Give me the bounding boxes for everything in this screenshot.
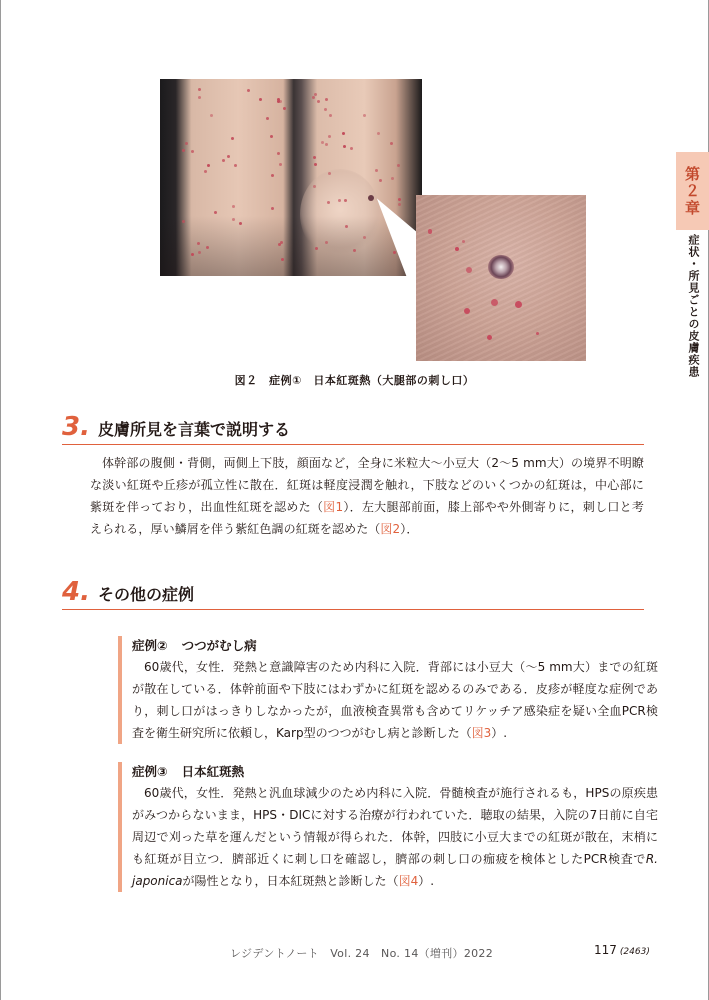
paragraph-text: 60歳代，女性．発熱と汎血球減少のため内科に入院．骨髄検査が施行されるも，HPSの原疾患がみつからないまま，HPS・DICに対する治療が行われていた．聴取の結果，入院の7日前に自宅周辺で刈った草を運んだという情報が得られた．体幹，四肢に小豆大までの紅斑が散在，末梢にも紅斑が目立つ．臍部近くに刺し口を確認し，臍部の刺し口の痂疲を検体としたPCR検査で xyxy=(132,786,658,866)
figure-photo-closeup xyxy=(416,195,586,361)
section-4 xyxy=(62,579,644,610)
chapter-title: 症状・所見ごとの皮膚疾患 xyxy=(687,234,700,378)
paragraph-text: 60歳代，女性．発熱と意識障害のため内科に入院．背部には小豆大（〜5 mm大）までの紅斑が散在している．体幹前面や下肢にはわずかに紅斑を認めるのみである．皮疹が軽度な症例であり，刺し口がはっきりしなかったが，血液検査異常も含めてリケッチア感染症を疑い全血PCR検査を衛生研究所に依頼し，Karp型のつつがむし病と診断した（ xyxy=(132,660,658,740)
case-2-text xyxy=(132,656,658,744)
case-2-name: つつがむし病 xyxy=(181,638,257,653)
figure-2-reference[interactable]: 図2 xyxy=(380,522,401,536)
erythema-spot xyxy=(462,240,465,243)
paragraph-text: ）. xyxy=(491,726,508,740)
case-3-text xyxy=(132,782,658,892)
erythema-spot xyxy=(464,308,470,314)
case-3-heading xyxy=(132,762,658,782)
section-4-heading xyxy=(62,579,644,610)
chapter-label: 第２章 xyxy=(683,165,701,217)
figure-4-reference[interactable]: 図4 xyxy=(398,874,419,888)
paragraph-text: ）． xyxy=(400,522,419,536)
paragraph-text: ）．左大腿部前面，膝上部やや外側寄りに，刺し口と考えられる，厚い鱗屑を伴う紫紅色調の紅斑を認めた（ xyxy=(90,500,644,536)
paragraph-text: 体幹部の腹側・背側，両側上下肢，顔面など，全身に米粒大〜小豆大（2〜5 mm大）の境界不明瞭な淡い紅斑や丘疹が孤立性に散在．紅斑は軽度浸潤を触れ，下肢などのいくつかの紅斑は，中心部に紫斑を伴っており，出血性紅斑を認めた（ xyxy=(90,456,644,514)
chapter-tab[interactable] xyxy=(676,152,709,230)
bite-lesion xyxy=(488,255,514,279)
case-2-block xyxy=(118,636,658,744)
section-3-number: 3. xyxy=(62,412,90,442)
total-page-number: (2463) xyxy=(619,947,650,957)
paragraph-text: が陽性となり，日本紅斑熱と診断した（ xyxy=(182,874,399,888)
section-3-paragraph xyxy=(90,452,644,540)
pathogen-name: R. japonica xyxy=(132,852,658,888)
case-2-heading xyxy=(132,636,658,656)
case-3-label: 症例③ xyxy=(132,764,168,779)
callout-pointer xyxy=(0,0,709,400)
erythema-spot xyxy=(515,301,522,308)
erythema-spot xyxy=(487,335,492,340)
case-2-label: 症例② xyxy=(132,638,168,653)
case-3-block xyxy=(118,762,658,892)
journal-footer: レジデントノート Vol. 24 No. 14（増刊）2022 xyxy=(230,947,494,960)
paragraph-text: ）. xyxy=(418,874,435,888)
figure-1-reference[interactable]: 図1 xyxy=(323,500,344,514)
section-3 xyxy=(62,414,644,540)
figure-caption: 図２ 症例① 日本紅斑熱（大腿部の刺し口） xyxy=(234,374,475,387)
page-number xyxy=(594,943,650,957)
section-3-title: 皮膚所見を言葉で説明する xyxy=(97,420,290,439)
section-4-title: その他の症例 xyxy=(97,585,194,604)
section-4-number: 4. xyxy=(62,577,90,607)
erythema-spot xyxy=(455,247,459,251)
figure-3-reference[interactable]: 図3 xyxy=(471,726,492,740)
page-number-value: 117 xyxy=(594,943,617,957)
case-3-name: 日本紅斑熱 xyxy=(181,764,245,779)
section-3-heading xyxy=(62,414,644,445)
